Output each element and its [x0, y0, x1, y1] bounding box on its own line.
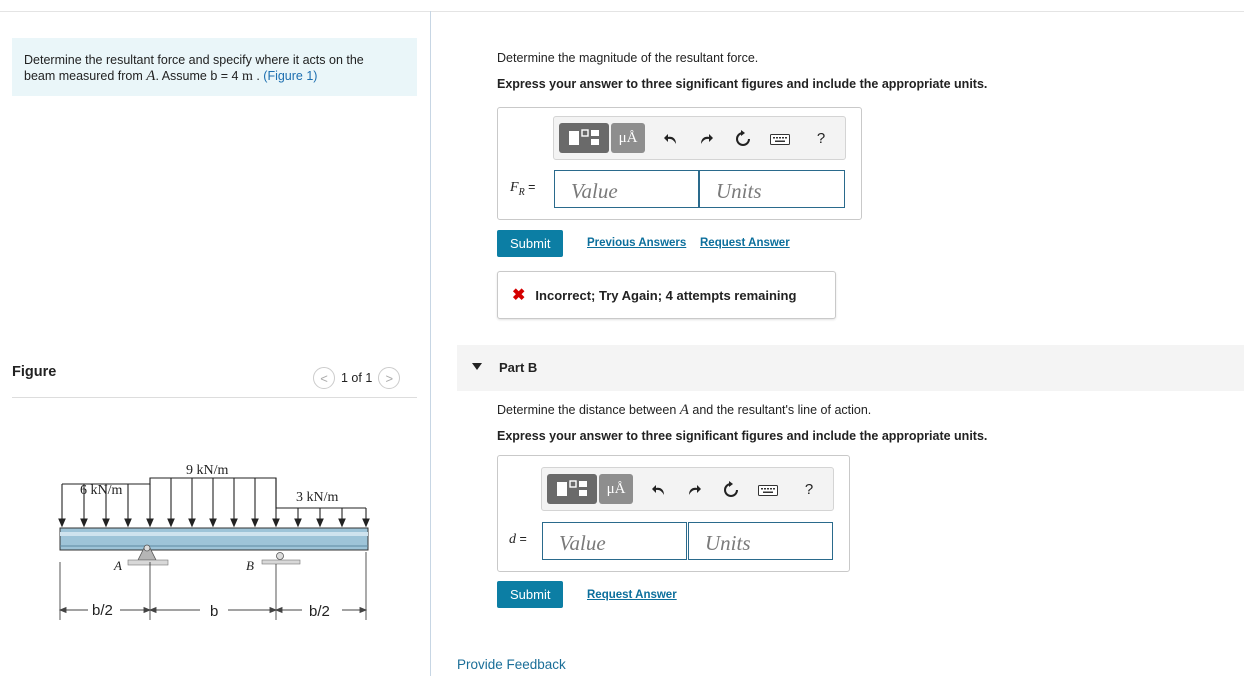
- part-a-request-answer-link[interactable]: Request Answer: [700, 237, 790, 249]
- load-arrow-head: [59, 519, 65, 526]
- support-b-label: B: [246, 558, 254, 573]
- load-arrow-head: [363, 519, 369, 526]
- load-arrow-head: [210, 519, 216, 526]
- undo-icon[interactable]: [660, 128, 682, 150]
- part-b-math-toolbar: [541, 467, 834, 511]
- load-arrow-head: [168, 519, 174, 526]
- load-right-label: 3 kN/m: [296, 490, 339, 505]
- part-a-instruction: Express your answer to three significant figures and include the appropriate units.: [497, 77, 988, 91]
- units-symbol-button[interactable]: μÅ: [599, 474, 633, 504]
- previous-answers-link[interactable]: Previous Answers: [587, 237, 687, 249]
- part-b-header[interactable]: [457, 345, 1244, 391]
- provide-feedback-link[interactable]: Provide Feedback: [457, 657, 566, 672]
- next-figure-button[interactable]: >: [378, 367, 400, 389]
- collapse-caret-icon[interactable]: [472, 363, 482, 370]
- load-arrow-head: [125, 519, 131, 526]
- part-b-title[interactable]: Part B: [499, 360, 538, 375]
- load-peak-label: 9 kN/m: [186, 463, 229, 478]
- load-left-label: 6 kN/m: [80, 483, 123, 498]
- problem-line-2: beam measured from A. Assume b = 4 m . (Figure 1): [24, 68, 318, 84]
- load-arrow-head: [81, 519, 87, 526]
- redo-icon[interactable]: [683, 479, 705, 501]
- load-arrow-head: [317, 519, 323, 526]
- problem-statement: [12, 38, 417, 96]
- figure-link[interactable]: (Figure 1): [263, 69, 318, 83]
- part-a-units-input[interactable]: [699, 170, 845, 208]
- part-a-question: Determine the magnitude of the resultant force.: [497, 51, 759, 65]
- load-arrow-head: [339, 519, 345, 526]
- d-label: d =: [509, 532, 527, 547]
- load-arrow-head: [231, 519, 237, 526]
- error-x-icon: ✖: [512, 287, 526, 304]
- roller-support-b: [262, 553, 300, 565]
- keyboard-icon[interactable]: [769, 131, 791, 147]
- dim-mid-label: b: [210, 603, 219, 620]
- load-arrow-head: [189, 519, 195, 526]
- load-arrow-head: [295, 519, 301, 526]
- incorrect-feedback: [497, 271, 836, 319]
- beam-highlight: [60, 532, 368, 536]
- part-b-question: Determine the distance between A and the resultant's line of action.: [497, 402, 872, 418]
- undo-icon[interactable]: [648, 479, 670, 501]
- part-a-value-input[interactable]: [554, 170, 699, 208]
- unit-m: m: [241, 69, 253, 84]
- load-arrow-head: [103, 519, 109, 526]
- beam-body: [60, 528, 368, 550]
- column-divider: [430, 11, 431, 676]
- reset-icon[interactable]: [732, 128, 754, 150]
- prev-figure-button[interactable]: <: [313, 367, 335, 389]
- dim-right-label: b/2: [309, 603, 330, 620]
- feedback-text: Incorrect; Try Again; 4 attempts remaining: [535, 287, 797, 303]
- load-arrow-head: [252, 519, 258, 526]
- part-a-submit-button[interactable]: Submit: [497, 230, 563, 257]
- beam-diagram: [40, 452, 380, 632]
- part-b-request-answer-link[interactable]: Request Answer: [587, 589, 677, 601]
- part-b-units-input[interactable]: [688, 522, 833, 560]
- part-b-submit-button[interactable]: Submit: [497, 581, 563, 608]
- part-a-math-toolbar: [553, 116, 846, 160]
- point-a-var: A: [146, 68, 156, 84]
- load-arrow-head: [147, 519, 153, 526]
- fr-label: $F_R$ =: [510, 180, 536, 198]
- support-a-label: A: [114, 558, 122, 573]
- problem-line-1: Determine the resultant force and specify where it acts on the: [24, 53, 364, 67]
- help-button[interactable]: ?: [804, 480, 814, 498]
- figure-heading: Figure: [12, 364, 57, 380]
- templates-icon[interactable]: [547, 474, 597, 504]
- part-a-answer-box: [497, 107, 862, 220]
- redo-icon[interactable]: [695, 128, 717, 150]
- pager-count: 1 of 1: [341, 371, 373, 385]
- templates-icon[interactable]: [559, 123, 609, 153]
- part-b-answer-box: [497, 455, 850, 572]
- load-arrow-head: [273, 519, 279, 526]
- part-b-value-input[interactable]: [542, 522, 687, 560]
- help-button[interactable]: ?: [816, 129, 826, 147]
- reset-icon[interactable]: [720, 479, 742, 501]
- figure-pager: [313, 367, 400, 389]
- top-divider: [0, 11, 1244, 12]
- figure-divider: [12, 397, 417, 398]
- dim-left-label: b/2: [92, 602, 113, 619]
- part-b-instruction: Express your answer to three significant figures and include the appropriate units.: [497, 429, 988, 443]
- units-symbol-button[interactable]: μÅ: [611, 123, 645, 153]
- keyboard-icon[interactable]: [757, 482, 779, 498]
